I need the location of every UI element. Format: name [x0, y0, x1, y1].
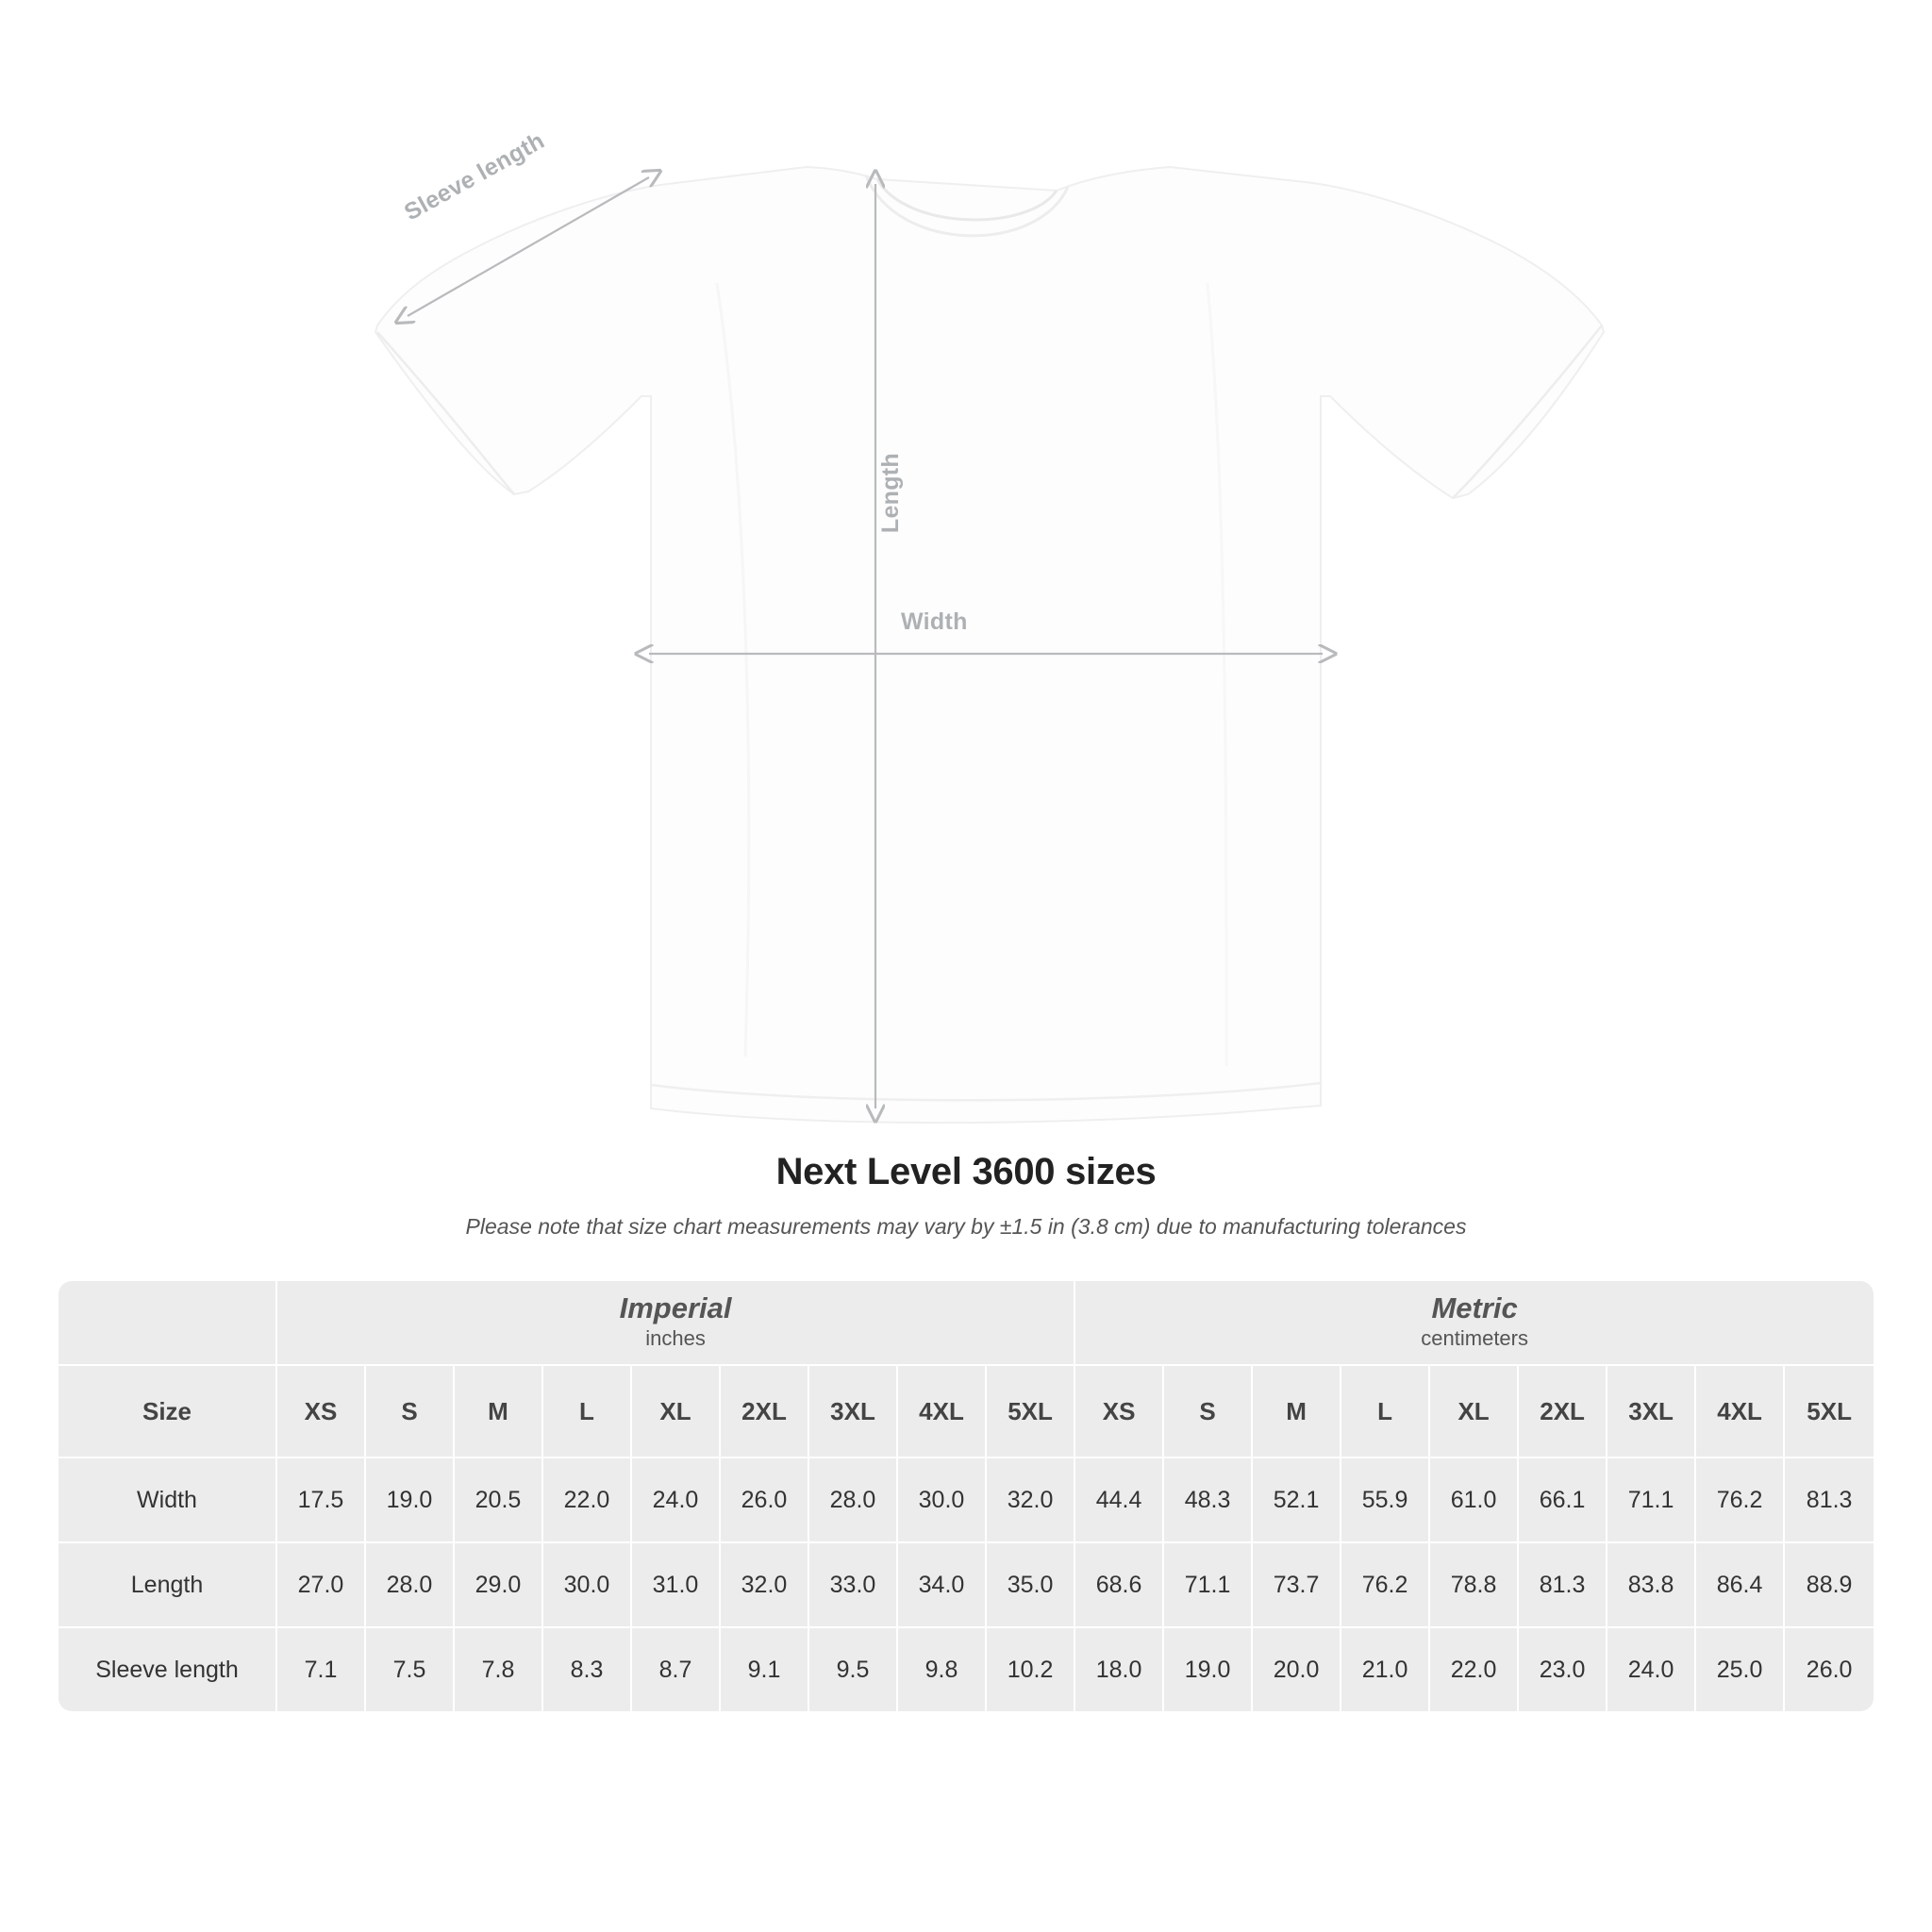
row-label-width: Width	[58, 1458, 277, 1543]
cell-width-17: 81.3	[1785, 1458, 1874, 1543]
cell-sleeve-1: 7.5	[366, 1628, 455, 1711]
size-cell-3xl-imp: 3XL	[809, 1366, 898, 1458]
size-cell-l-imp: L	[543, 1366, 632, 1458]
cell-length-11: 73.7	[1253, 1543, 1341, 1628]
cell-width-6: 28.0	[809, 1458, 898, 1543]
cell-sleeve-2: 7.8	[455, 1628, 543, 1711]
table-row	[58, 1458, 1874, 1543]
size-cell-4xl-met: 4XL	[1696, 1366, 1785, 1458]
size-cell-l-met: L	[1341, 1366, 1430, 1458]
cell-width-4: 24.0	[632, 1458, 721, 1543]
size-cell-4xl-imp: 4XL	[898, 1366, 987, 1458]
cell-length-14: 81.3	[1519, 1543, 1607, 1628]
sleeve-length-label: Sleeve length	[400, 126, 549, 226]
cell-length-8: 35.0	[987, 1543, 1075, 1628]
unit-group-imperial-name: Imperial	[619, 1291, 732, 1324]
cell-sleeve-14: 23.0	[1519, 1628, 1607, 1711]
cell-width-15: 71.1	[1607, 1458, 1696, 1543]
size-header-cell: Size	[58, 1366, 277, 1458]
cell-sleeve-12: 21.0	[1341, 1628, 1430, 1711]
cell-sleeve-6: 9.5	[809, 1628, 898, 1711]
cell-sleeve-13: 22.0	[1430, 1628, 1519, 1711]
cell-width-2: 20.5	[455, 1458, 543, 1543]
cell-length-10: 71.1	[1164, 1543, 1253, 1628]
cell-sleeve-9: 18.0	[1075, 1628, 1164, 1711]
size-cell-xl-imp: XL	[632, 1366, 721, 1458]
cell-sleeve-8: 10.2	[987, 1628, 1075, 1711]
cell-width-16: 76.2	[1696, 1458, 1785, 1543]
unit-group-imperial	[277, 1281, 1075, 1366]
cell-length-3: 30.0	[543, 1543, 632, 1628]
size-cell-3xl-met: 3XL	[1607, 1366, 1696, 1458]
unit-header-row	[58, 1281, 1874, 1366]
size-cell-2xl-met: 2XL	[1519, 1366, 1607, 1458]
cell-width-9: 44.4	[1075, 1458, 1164, 1543]
cell-width-14: 66.1	[1519, 1458, 1607, 1543]
cell-length-12: 76.2	[1341, 1543, 1430, 1628]
cell-sleeve-5: 9.1	[721, 1628, 809, 1711]
cell-length-2: 29.0	[455, 1543, 543, 1628]
cell-length-6: 33.0	[809, 1543, 898, 1628]
cell-sleeve-17: 26.0	[1785, 1628, 1874, 1711]
size-cell-s-met: S	[1164, 1366, 1253, 1458]
cell-sleeve-7: 9.8	[898, 1628, 987, 1711]
cell-width-0: 17.5	[277, 1458, 366, 1543]
cell-width-8: 32.0	[987, 1458, 1075, 1543]
cell-sleeve-3: 8.3	[543, 1628, 632, 1711]
cell-width-13: 61.0	[1430, 1458, 1519, 1543]
size-cell-2xl-imp: 2XL	[721, 1366, 809, 1458]
size-table	[58, 1281, 1874, 1711]
cell-length-1: 28.0	[366, 1543, 455, 1628]
cell-width-7: 30.0	[898, 1458, 987, 1543]
size-cell-5xl-met: 5XL	[1785, 1366, 1874, 1458]
size-table-wrapper	[58, 1281, 1874, 1711]
cell-length-15: 83.8	[1607, 1543, 1696, 1628]
tshirt-shape	[375, 167, 1604, 1123]
unit-group-imperial-sub: inches	[645, 1326, 706, 1351]
unit-group-metric-sub: centimeters	[1421, 1326, 1528, 1351]
size-cell-xs-imp: XS	[277, 1366, 366, 1458]
row-label-length: Length	[58, 1543, 277, 1628]
table-row	[58, 1543, 1874, 1628]
cell-width-5: 26.0	[721, 1458, 809, 1543]
cell-length-5: 32.0	[721, 1543, 809, 1628]
cell-length-9: 68.6	[1075, 1543, 1164, 1628]
cell-width-11: 52.1	[1253, 1458, 1341, 1543]
size-cell-m-met: M	[1253, 1366, 1341, 1458]
cell-sleeve-16: 25.0	[1696, 1628, 1785, 1711]
cell-sleeve-11: 20.0	[1253, 1628, 1341, 1711]
size-cell-5xl-imp: 5XL	[987, 1366, 1075, 1458]
cell-width-1: 19.0	[366, 1458, 455, 1543]
size-cell-xs-met: XS	[1075, 1366, 1164, 1458]
length-label: Length	[877, 453, 904, 534]
cell-length-4: 31.0	[632, 1543, 721, 1628]
cell-width-12: 55.9	[1341, 1458, 1430, 1543]
cell-sleeve-0: 7.1	[277, 1628, 366, 1711]
cell-width-3: 22.0	[543, 1458, 632, 1543]
size-cell-m-imp: M	[455, 1366, 543, 1458]
unit-group-metric	[1075, 1281, 1874, 1366]
cell-width-10: 48.3	[1164, 1458, 1253, 1543]
table-corner-cell	[58, 1281, 277, 1366]
size-cell-s-imp: S	[366, 1366, 455, 1458]
cell-length-13: 78.8	[1430, 1543, 1519, 1628]
cell-sleeve-4: 8.7	[632, 1628, 721, 1711]
cell-length-16: 86.4	[1696, 1543, 1785, 1628]
tolerance-note: Please note that size chart measurements may vary by ±1.5 in (3.8 cm) due to manufacturing tolerances	[465, 1214, 1467, 1239]
cell-length-17: 88.9	[1785, 1543, 1874, 1628]
width-label: Width	[901, 608, 968, 635]
row-label-sleeve-length: Sleeve length	[58, 1628, 277, 1711]
cell-length-0: 27.0	[277, 1543, 366, 1628]
cell-sleeve-15: 24.0	[1607, 1628, 1696, 1711]
size-header-row	[58, 1366, 1874, 1458]
cell-length-7: 34.0	[898, 1543, 987, 1628]
title-block	[0, 1151, 1932, 1240]
table-row	[58, 1628, 1874, 1711]
unit-group-metric-name: Metric	[1431, 1291, 1518, 1324]
size-cell-xl-met: XL	[1430, 1366, 1519, 1458]
page-title: Next Level 3600 sizes	[775, 1151, 1157, 1192]
cell-sleeve-10: 19.0	[1164, 1628, 1253, 1711]
